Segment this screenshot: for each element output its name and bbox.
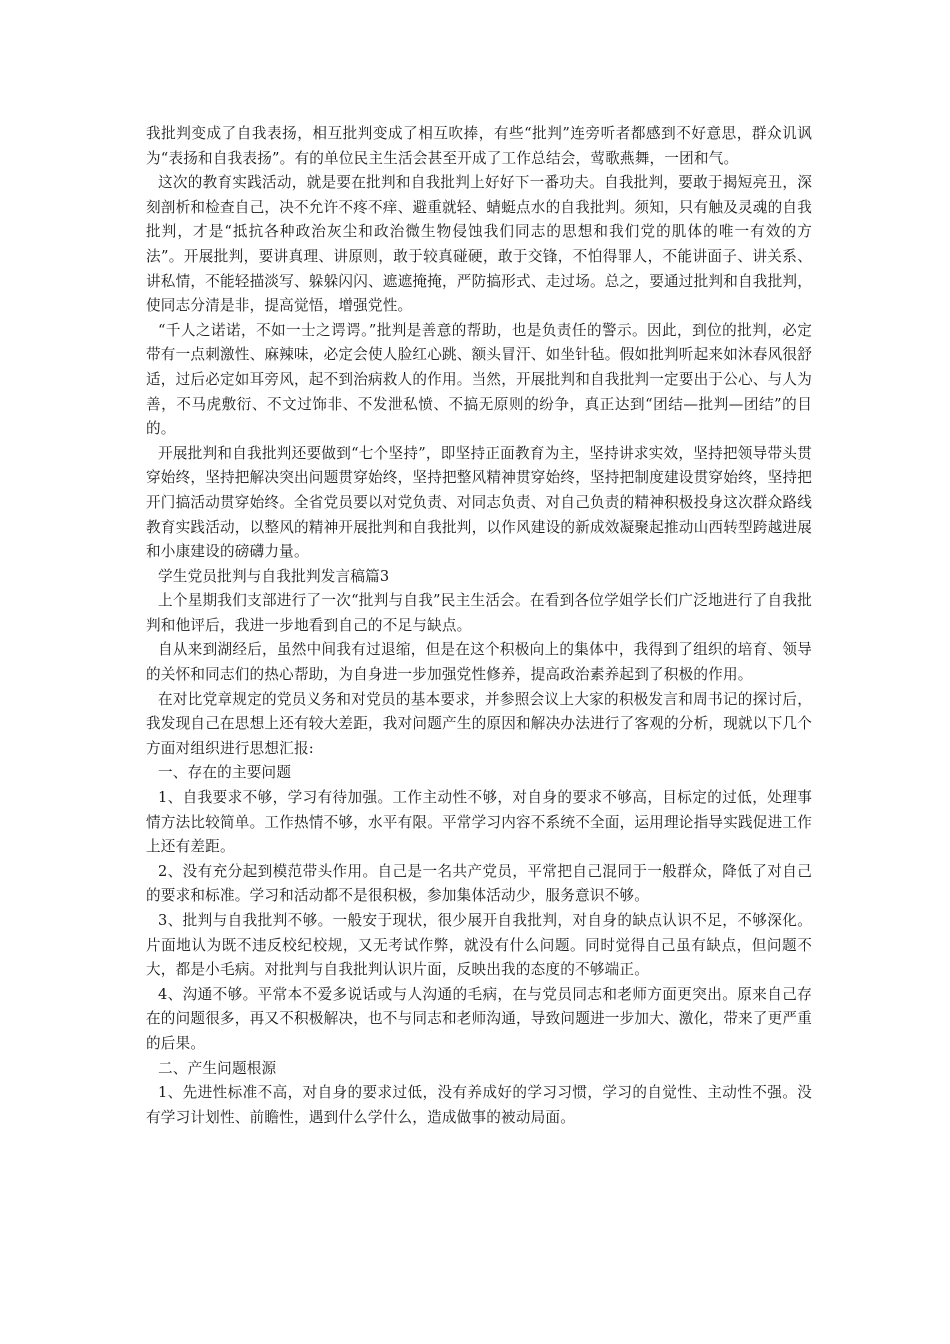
document-page: [146, 122, 812, 1130]
paragraph: 自从来到湖经后，虽然中间我有过退缩，但是在这个积极向上的集体中，我得到了组织的培育、领导的关怀和同志们的热心帮助，为自身进一步加强党性修养，提高政治素养起到了积极的作用。: [146, 641, 812, 684]
paragraph: 我批判变成了自我表扬，相互批判变成了相互吹捧，有些“批判”连旁听者都感到不好意思，群众讥讽为“表扬和自我表扬”。有的单位民主生活会甚至开成了工作总结会，莺歌燕舞，一团和气。: [146, 125, 812, 167]
paragraph: 在对比党章规定的党员义务和对党员的基本要求，并参照会议上大家的积极发言和周书记的探讨后，我发现自己在思想上还有较大差距，我对问题产生的原因和解决办法进行了客观的分析，现就以下几个方面对组织进行思想汇报:: [146, 690, 812, 757]
list-item: 4、沟通不够。平常本不爱多说话或与人沟通的毛病，在与党员同志和老师方面更突出。原来自己存在的问题很多，再又不积极解决，也不与同志和老师沟通，导致问题进一步加大、激化，带来了更严重的后果。: [146, 985, 812, 1052]
section-title: 学生党员批判与自我批判发言稿篇3: [158, 567, 390, 585]
list-item: 2、没有充分起到模范带头作用。自己是一名共产党员，平常把自己混同于一般群众，降低了对自己的要求和标准。学习和活动都不是很积极，参加集体活动少，服务意识不够。: [146, 862, 812, 905]
list-item: 3、批判与自我批判不够。一般安于现状，很少展开自我批判，对自身的缺点认识不足，不够深化。片面地认为既不违反校纪校规，又无考试作弊，就没有什么问题。同时觉得自己虽有缺点，但问题不大，都是小毛病。对批判与自我批判认识片面，反映出我的态度的不够端正。: [146, 912, 812, 979]
paragraph: 这次的教育实践活动，就是要在批判和自我批判上好好下一番功夫。自我批判，要敢于揭短亮丑，深刻剖析和检查自己，决不允许不疼不痒、避重就轻、蜻蜓点水的自我批判。须知，只有触及灵魂的自我批判，才是“抵抗各种政治灰尘和政治微生物侵蚀我们同志的思想和我们党的肌体的唯一有效的方法”。开展批判，要讲真理、讲原则，敢于较真碰硬，敢于交锋，不怕得罪人，不能讲面子、讲关系、讲私情，不能轻描淡写、躲躲闪闪、遮遮掩掩，严防搞形式、走过场。总之，要通过批判和自我批判，使同志分清是非，提高觉悟，增强党性。: [146, 174, 812, 315]
section-heading: 一、存在的主要问题: [158, 764, 292, 782]
paragraph: 开展批判和自我批判还要做到“七个坚持”，即坚持正面教育为主，坚持讲求实效，坚持把领导带头贯穿始终，坚持把解决突出问题贯穿始终，坚持把整风精神贯穿始终，坚持把制度建设贯穿始终，坚持把开门搞活动贯穿始终。全省党员要以对党负责、对同志负责、对自己负责的精神积极投身这次群众路线教育实践活动，以整风的精神开展批判和自我批判，以作风建设的新成效凝聚起推动山西转型跨越进展和小康建设的磅礴力量。: [146, 444, 812, 561]
paragraph: 上个星期我们支部进行了一次“批判与自我”民主生活会。在看到各位学姐学长们广泛地进行了自我批判和他评后，我进一步地看到自己的不足与缺点。: [146, 592, 812, 634]
list-item: 1、先进性标准不高，对自身的要求过低，没有养成好的学习习惯，学习的自觉性、主动性不强。没有学习计划性、前瞻性，遇到什么学什么，造成做事的被动局面。: [146, 1084, 812, 1126]
list-item: 1、自我要求不够，学习有待加强。工作主动性不够，对自身的要求不够高，目标定的过低，处理事情方法比较简单。工作热情不够，水平有限。平常学习内容不系统不全面，运用理论指导实践促进工作上还有差距。: [146, 789, 812, 856]
section-heading: 二、产生问题根源: [158, 1059, 277, 1077]
paragraph: “千人之诺诺，不如一士之谔谔。”批判是善意的帮助，也是负责任的警示。因此，到位的批判，必定带有一点刺激性、麻辣味，必定会使人脸红心跳、额头冒汗、如坐针毡。假如批判听起来如沐春风很舒适，过后必定如耳旁风，起不到治病救人的作用。当然，开展批判和自我批判一定要出于公心、与人为善，不马虎敷衍、不文过饰非、不发泄私愤、不搞无原则的纷争，真正达到“团结—批判—团结”的目的。: [146, 321, 812, 438]
